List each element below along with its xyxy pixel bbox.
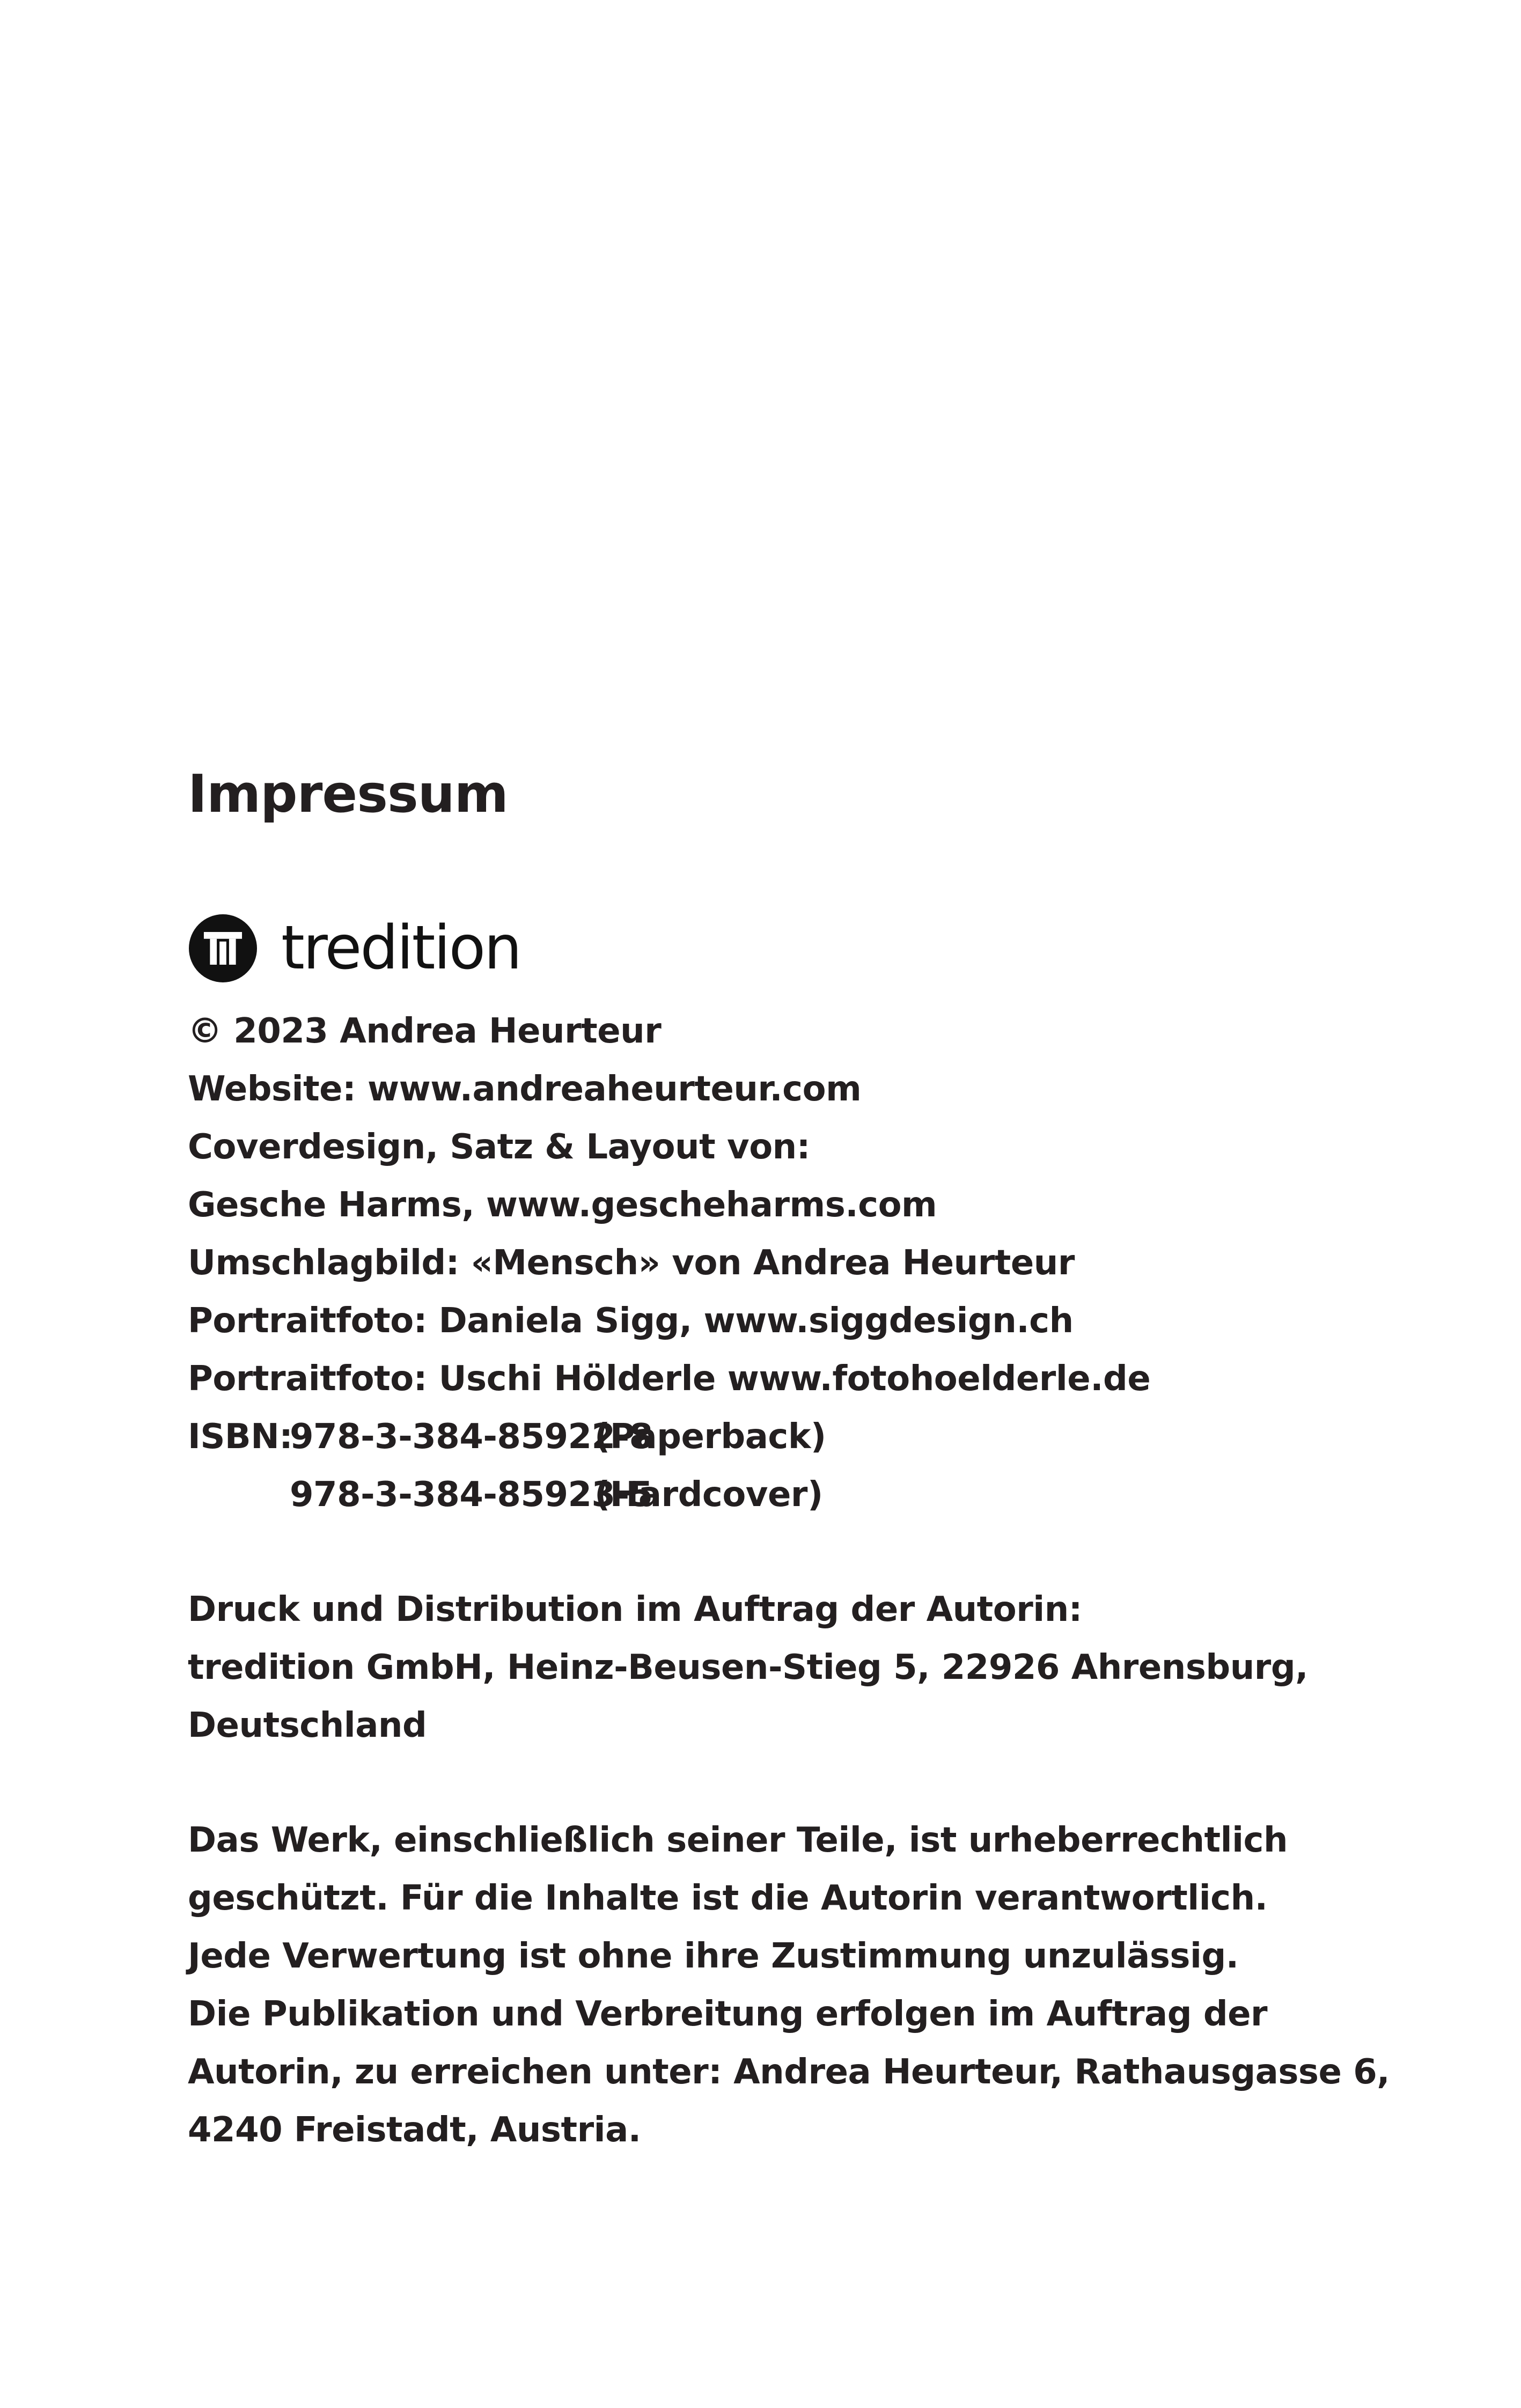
cover-image-line: Umschlagbild: «Mensch» von Andrea Heurteur bbox=[188, 1243, 1075, 1283]
isbn-number: 978-3-384-85922-8 bbox=[290, 1417, 653, 1457]
legal-line: Das Werk, einschließlich seiner Teile, ist urheberrechtlich bbox=[188, 1820, 1288, 1860]
isbn-row bbox=[188, 1408, 1150, 1466]
credits-block bbox=[188, 1002, 1150, 1524]
printing-block bbox=[188, 1581, 1308, 1754]
portrait-photo-line: Portraitfoto: Daniela Sigg, www.siggdesign.ch bbox=[188, 1301, 1074, 1341]
printing-line: Deutschland bbox=[188, 1706, 427, 1745]
legal-line: Jede Verwertung ist ohne ihre Zustimmung unzulässig. bbox=[188, 1936, 1239, 1976]
printing-line: tredition GmbH, Heinz-Beusen-Stieg 5, 22926 Ahrensburg, bbox=[188, 1648, 1308, 1687]
publisher-logo bbox=[189, 912, 520, 985]
portrait-photo-line: Portraitfoto: Uschi Hölderle www.fotohoelderle.de bbox=[188, 1359, 1151, 1399]
isbn-format: (Paperback) bbox=[594, 1417, 826, 1457]
legal-notice bbox=[188, 1811, 1390, 2159]
publisher-wordmark: tredition bbox=[281, 913, 521, 983]
legal-line: geschützt. Für die Inhalte ist die Autorin verantwortlich. bbox=[188, 1878, 1268, 1918]
website-line: Website: www.andreaheurteur.com bbox=[188, 1069, 862, 1109]
coverdesign-line: Coverdesign, Satz & Layout von: bbox=[188, 1127, 810, 1167]
page-title: Impressum bbox=[188, 763, 508, 824]
isbn-number: 978-3-384-85923-5 bbox=[290, 1475, 653, 1515]
copyright-line: © 2023 Andrea Heurteur bbox=[188, 1011, 662, 1051]
printing-line: Druck und Distribution im Auftrag der Autorin: bbox=[188, 1590, 1082, 1629]
isbn-row bbox=[188, 1466, 1150, 1524]
designer-line: Gesche Harms, www.gescheharms.com bbox=[188, 1185, 937, 1225]
isbn-format: (Hardcover) bbox=[594, 1475, 823, 1515]
isbn-label: ISBN: bbox=[188, 1417, 293, 1457]
legal-line: Die Publikation und Verbreitung erfolgen im Auftrag der bbox=[188, 1994, 1268, 2034]
legal-line: Autorin, zu erreichen unter: Andrea Heurteur, Rathausgasse 6, bbox=[188, 2052, 1390, 2092]
tredition-logo-icon bbox=[189, 914, 257, 982]
legal-line: 4240 Freistadt, Austria. bbox=[188, 2110, 641, 2150]
